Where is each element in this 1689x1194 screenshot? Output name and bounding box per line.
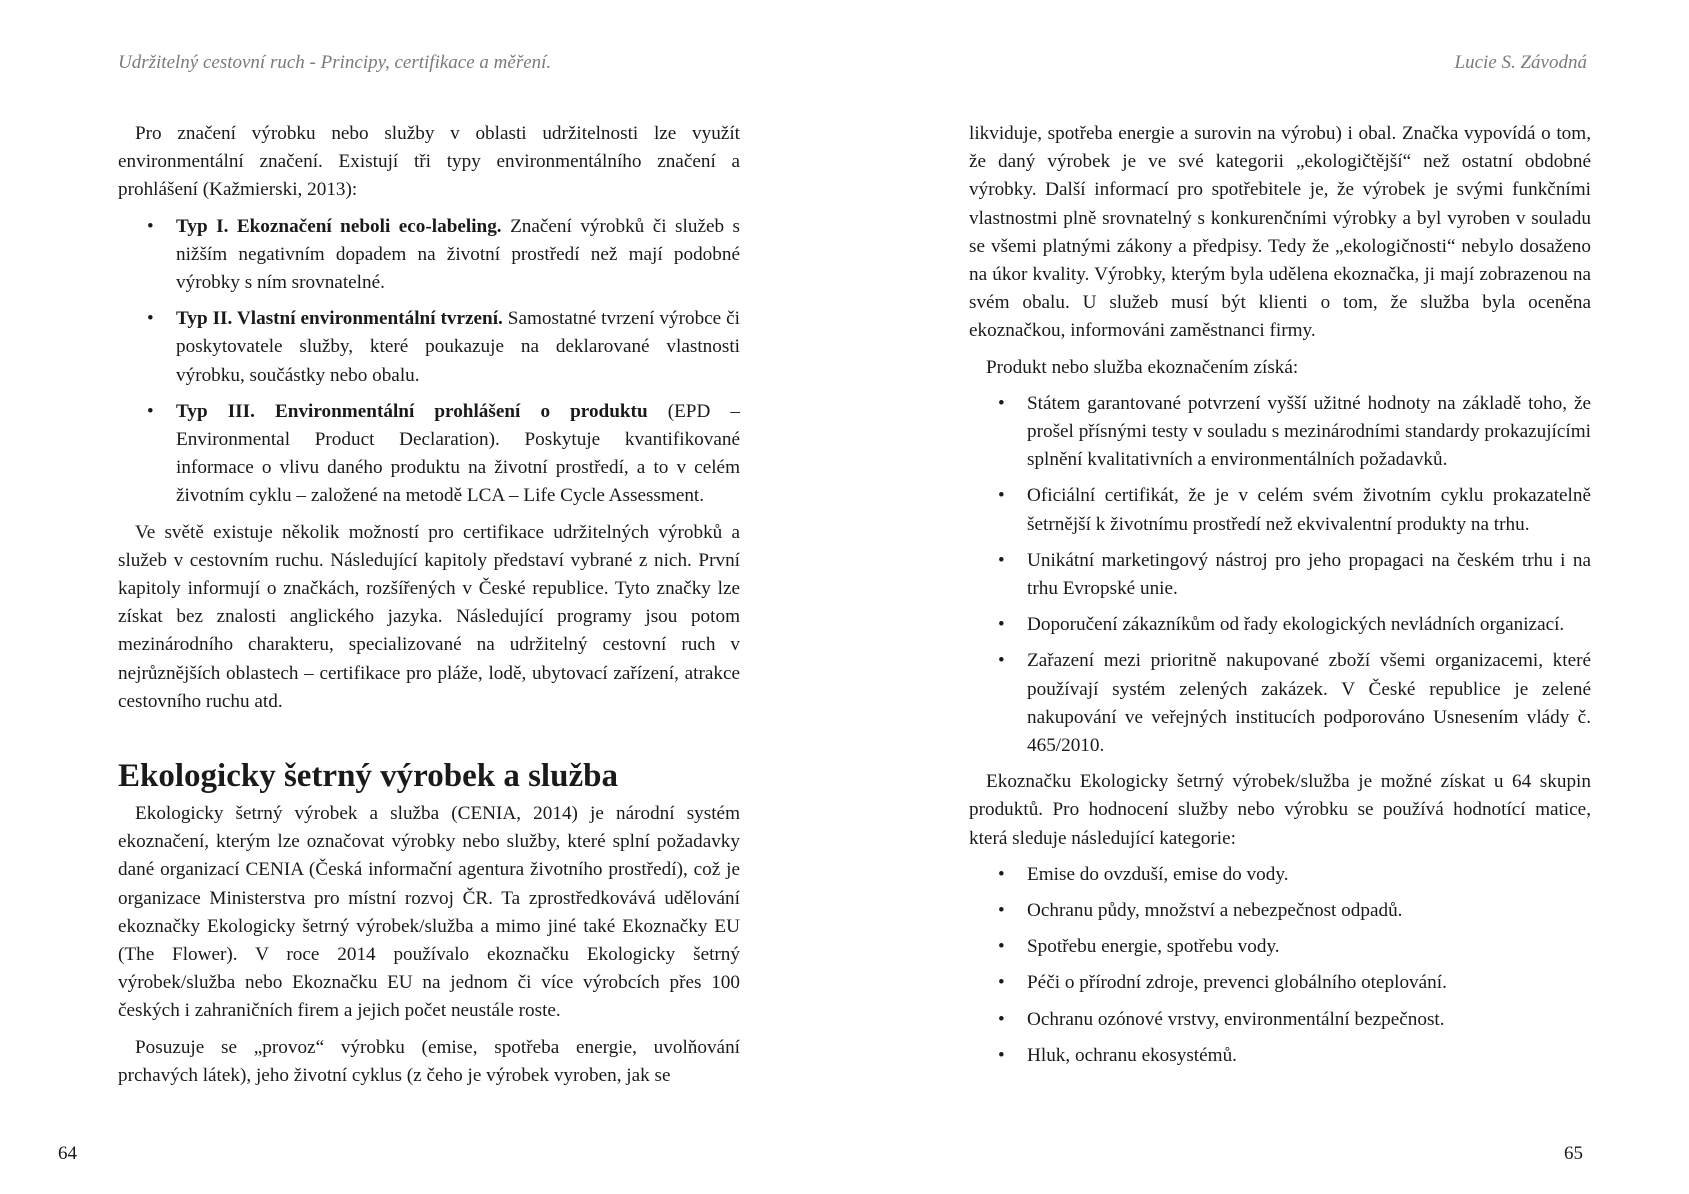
section-heading: Ekologicky šetrný výrobek a služba — [118, 758, 618, 795]
list-item: • Unikátní marketingový nástroj pro jeho propagaci na českém trhu i na trhu Evropské unie. — [1027, 547, 1591, 603]
right-page — [845, 0, 1689, 1194]
bullet-icon: • — [998, 650, 1005, 672]
paragraph: Ve světě existuje několik možností pro certifikace udržitelných výrobků a služeb v cestovním ruchu. Následující kapitoly představí vybrané z nich. První kapitoly informují o značkách, rozšířených v České republice. Tyto značky lze získat bez znalosti anglického jazyka. Následující programy jsou potom mezinárodního charakteru, specializované na udržitelný cestovní ruch v nejrůznějších oblastech – certifikace pro pláže, lodě, ubytovací zařízení, atrakce cestovního ruchu atd. — [118, 521, 740, 712]
bullet-icon: • — [147, 400, 154, 422]
paragraph: Ekologicky šetrný výrobek a služba (CENIA, 2014) je národní systém ekoznačení, kterým lze označovat výrobky nebo služby, které splní požadavky dané organizací CENIA (Česká informační agentura životního prostředí), což je organizace Ministerstva pro místní rozvoj ČR. Ta zprostředkovává udělování ekoznačky Ekologicky šetrný výrobek/služba a mimo jiné také Ekoznačky EU (The Flower). V roce 2014 používalo ekoznačku Ekologicky šetrný výrobek/služba nebo Ekoznačku EU na jednom či více výrobcích přes 100 českých i zahraničních firem a jejich počet neustále roste. — [118, 803, 740, 1022]
label-types-list — [118, 213, 740, 511]
list-item: • Emise do ovzduší, emise do vody. — [1027, 861, 1591, 889]
left-page-content — [118, 120, 740, 1098]
running-head-author: Lucie S. Závodná — [1454, 52, 1587, 73]
bullet-icon: • — [998, 936, 1005, 958]
bullet-icon: • — [998, 549, 1005, 571]
running-head-title: Udržitelný cestovní ruch - Principy, certifikace a měření. — [118, 52, 552, 73]
intro-paragraph: Pro značení výrobku nebo služby v oblasti udržitelnosti lze využít environmentální značení. Existují tři typy environmentálního značení a prohlášení (Kažmierski, 2013): — [118, 123, 740, 201]
list-item: • Ochranu ozónové vrstvy, environmentální bezpečnost. — [1027, 1006, 1591, 1034]
list-item: • Typ I. Ekoznačení neboli eco-labeling. Značení výrobků či služeb s nižším negativním dopadem na životní prostředí než mají podobné výrobky s ním srovnatelné. — [176, 213, 740, 298]
categories-list — [969, 861, 1591, 1070]
paragraph: likviduje, spotřeba energie a surovin na výrobu) i obal. Značka vypovídá o tom, že daný výrobek je ve své kategorii „ekologičtější“ než ostatní obdobné výrobky. Další informací pro spotřebitele je, že výrobek je svými funkčními vlastnostmi plně srovnatelný s konkurenčními výrobky a byl vyroben v souladu se všemi platnými zákony a předpisy. Tedy že „ekologičnosti“ nebylo dosaženo na úkor kvality. Výrobky, kterým byla udělena ekoznačka, ji mají zobrazenou na svém obalu. U služeb musí být klienti o tom, že služba byla oceněna ekoznačkou, informováni zaměstnanci firmy. — [969, 123, 1591, 342]
bullet-icon: • — [998, 972, 1005, 994]
bullet-icon: • — [998, 392, 1005, 414]
list-item: • Hluk, ochranu ekosystémů. — [1027, 1042, 1591, 1070]
bullet-icon: • — [998, 1008, 1005, 1030]
page-number: 65 — [1564, 1143, 1583, 1164]
bullet-icon: • — [147, 215, 154, 237]
list-item: • Doporučení zákazníkům od řady ekologických nevládních organizací. — [1027, 611, 1591, 639]
list-item: • Zařazení mezi prioritně nakupované zboží všemi organizacemi, které používají systém zelených zakázek. V České republice je zelené nakupování ve veřejných institucích podporováno Usnesením vlády č. 465/2010. — [1027, 647, 1591, 760]
right-page-content — [969, 120, 1591, 1078]
bullet-icon: • — [998, 485, 1005, 507]
list-item: • Péči o přírodní zdroje, prevenci globálního oteplování. — [1027, 969, 1591, 997]
page-number: 64 — [58, 1143, 77, 1164]
paragraph: Ekoznačku Ekologicky šetrný výrobek/služba je možné získat u 64 skupin produktů. Pro hodnocení služby nebo výrobku se používá hodnotící matice, která sleduje následující kategorie: — [969, 771, 1591, 849]
bullet-icon: • — [998, 1044, 1005, 1066]
bullet-icon: • — [998, 614, 1005, 636]
list-item: • Ochranu půdy, množství a nebezpečnost odpadů. — [1027, 897, 1591, 925]
paragraph: Posuzuje se „provoz“ výrobku (emise, spotřeba energie, uvolňování prchavých látek), jeho životní cyklus (z čeho je výrobek vyroben, jak se — [118, 1036, 740, 1086]
left-page — [0, 0, 844, 1194]
list-item: • Oficiální certifikát, že je v celém svém životním cyklu prokazatelně šetrnější k životnímu prostředí než ekvivalentní produkty na trhu. — [1027, 482, 1591, 538]
bullet-icon: • — [998, 900, 1005, 922]
list-item: • Spotřebu energie, spotřebu vody. — [1027, 933, 1591, 961]
benefits-intro: Produkt nebo služba ekoznačením získá: — [986, 356, 1299, 378]
list-item: • Typ II. Vlastní environmentální tvrzení. Samostatné tvrzení výrobce či poskytovatele služby, které poukazuje na deklarované vlastnosti výrobku, součástky nebo obalu. — [176, 305, 740, 390]
list-item: • Typ III. Environmentální prohlášení o produktu (EPD – Environmental Product Declaration). Poskytuje kvantifikované informace o vlivu daného produktu na životní prostředí, a to v celém životním cyklu – založené na metodě LCA – Life Cycle Assessment. — [176, 398, 740, 511]
bullet-icon: • — [998, 863, 1005, 885]
benefits-list — [969, 390, 1591, 760]
bullet-icon: • — [147, 308, 154, 330]
list-item: • Státem garantované potvrzení vyšší užitné hodnoty na základě toho, že prošel přísnými testy v souladu s mezinárodními standardy prokazujícími splnění kvalitativních a environmentálních požadavků. — [1027, 390, 1591, 475]
